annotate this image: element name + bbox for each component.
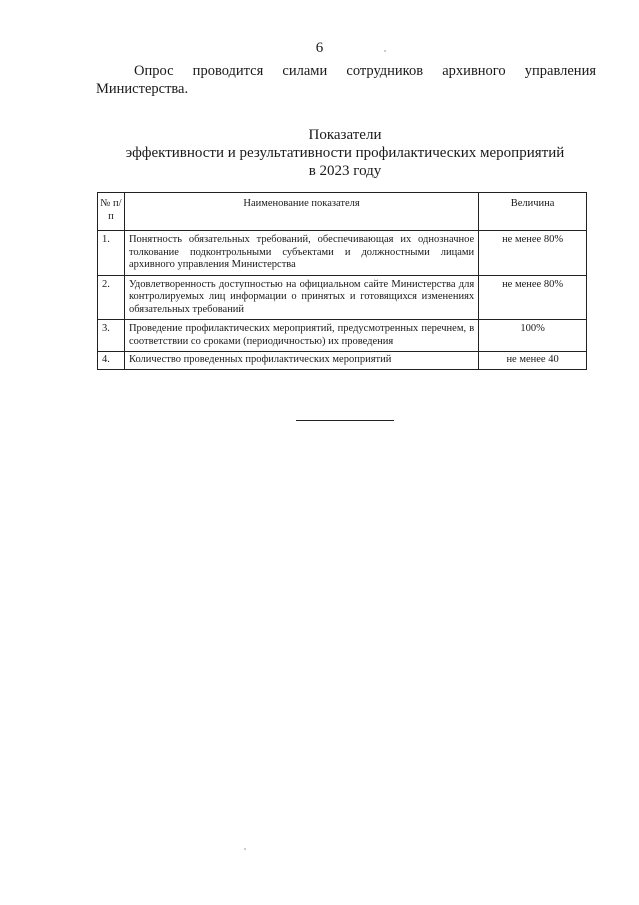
row-value: не менее 80% bbox=[479, 231, 587, 276]
table-row bbox=[98, 352, 587, 370]
header-indicator-name: Наименование показателя bbox=[124, 193, 478, 231]
header-number: № п/п bbox=[98, 193, 125, 231]
row-value: не менее 80% bbox=[479, 275, 587, 320]
table-row bbox=[98, 275, 587, 320]
row-number: 1. bbox=[98, 231, 125, 276]
title-line-3: в 2023 году bbox=[308, 163, 382, 179]
header-value: Величина bbox=[479, 193, 587, 231]
scan-speck bbox=[244, 848, 246, 850]
indicators-title bbox=[100, 126, 590, 180]
scan-speck bbox=[384, 50, 386, 52]
intro-paragraph: Опрос проводится силами сотрудников архивного управления Министерства. bbox=[96, 63, 596, 97]
table-row bbox=[98, 231, 587, 276]
row-number: 2. bbox=[98, 275, 125, 320]
row-indicator-name: Количество проведенных профилактических мероприятий bbox=[124, 352, 478, 370]
row-value: не менее 40 bbox=[479, 352, 587, 370]
table-row bbox=[98, 320, 587, 352]
indicators-table bbox=[97, 192, 587, 370]
row-indicator-name: Понятность обязательных требований, обеспечивающая их однозначное толкование подконтрольными субъектами и должностными лицами архивного управления Министерства bbox=[124, 231, 478, 276]
page-number: 6 bbox=[315, 40, 324, 56]
title-line-1: Показатели bbox=[308, 127, 382, 143]
row-indicator-name: Удовлетворенность доступностью на официальном сайте Министерства для контролируемых лиц информации о принятых и готовящихся изменениях обязательных требований bbox=[124, 275, 478, 320]
row-value: 100% bbox=[479, 320, 587, 352]
title-line-2: эффективности и результативности профилактических мероприятий bbox=[125, 145, 565, 161]
end-divider bbox=[296, 420, 394, 421]
table-header-row bbox=[98, 193, 587, 231]
row-number: 3. bbox=[98, 320, 125, 352]
row-indicator-name: Проведение профилактических мероприятий, предусмотренных перечнем, в соответствии со сроками (периодичностью) их проведения bbox=[124, 320, 478, 352]
row-number: 4. bbox=[98, 352, 125, 370]
